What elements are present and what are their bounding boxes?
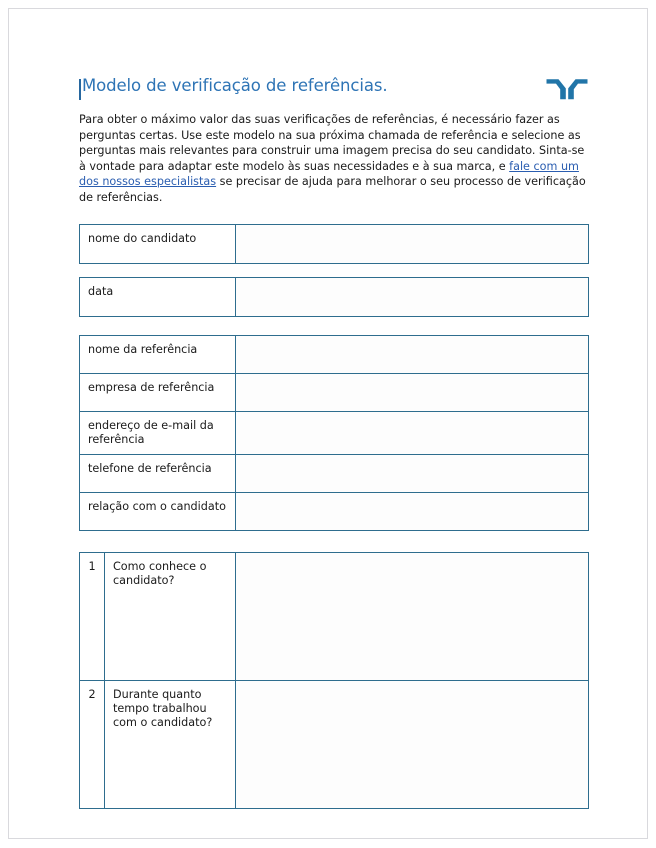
table-row [80, 277, 589, 316]
randstad-logo-icon [545, 76, 589, 102]
intro-text-after-link: se precisar de ajuda para melhorar o seu processo de verificação de referências. [79, 175, 586, 204]
table-row [80, 552, 589, 680]
field-value-reference-name[interactable] [236, 335, 589, 373]
field-label-relationship: relação com o candidato [80, 492, 236, 530]
field-value-reference-email[interactable] [236, 411, 589, 454]
document-page [8, 8, 648, 839]
field-value-reference-phone[interactable] [236, 454, 589, 492]
table-row [80, 224, 589, 263]
field-value-candidate-name[interactable] [236, 224, 589, 263]
field-label-candidate-name: nome do candidato [80, 224, 236, 263]
question-answer-2[interactable] [236, 680, 589, 808]
field-value-reference-company[interactable] [236, 373, 589, 411]
question-text-1: Como conhece o candidato? [105, 552, 236, 680]
document-content [79, 71, 589, 809]
field-label-reference-phone: telefone de referência [80, 454, 236, 492]
date-table [79, 277, 589, 317]
question-answer-1[interactable] [236, 552, 589, 680]
candidate-name-table [79, 224, 589, 264]
table-row [80, 680, 589, 808]
question-text-2: Durante quanto tempo trabalhou com o candidato? [105, 680, 236, 808]
table-row [80, 454, 589, 492]
field-value-date[interactable] [236, 277, 589, 316]
table-row [80, 373, 589, 411]
intro-text-before-link: Para obter o máximo valor das suas verificações de referências, é necessário fazer as perguntas certas. Use este modelo na sua próxima chamada de referência e selecione as perguntas mais relevantes para construir uma imagem precisa do seu candidato. Sinta-se à vontade para adaptar este modelo às suas necessidades e à sua marca, e [79, 113, 585, 173]
specialists-link[interactable]: fale com um dos nossos especialistas [79, 159, 579, 189]
field-label-reference-email: endereço de e-mail da referência [80, 411, 236, 454]
page-title: Modelo de verificação de referências. [82, 76, 388, 95]
field-label-date: data [80, 277, 236, 316]
question-number-2: 2 [80, 680, 105, 808]
intro-paragraph [79, 112, 589, 206]
table-row [80, 492, 589, 530]
text-caret [79, 79, 81, 100]
field-value-relationship[interactable] [236, 492, 589, 530]
table-row [80, 335, 589, 373]
questions-table [79, 552, 589, 809]
field-label-reference-name: nome da referência [80, 335, 236, 373]
document-header [79, 71, 589, 105]
field-label-reference-company: empresa de referência [80, 373, 236, 411]
question-number-1: 1 [80, 552, 105, 680]
table-row [80, 411, 589, 454]
reference-details-table [79, 335, 589, 531]
